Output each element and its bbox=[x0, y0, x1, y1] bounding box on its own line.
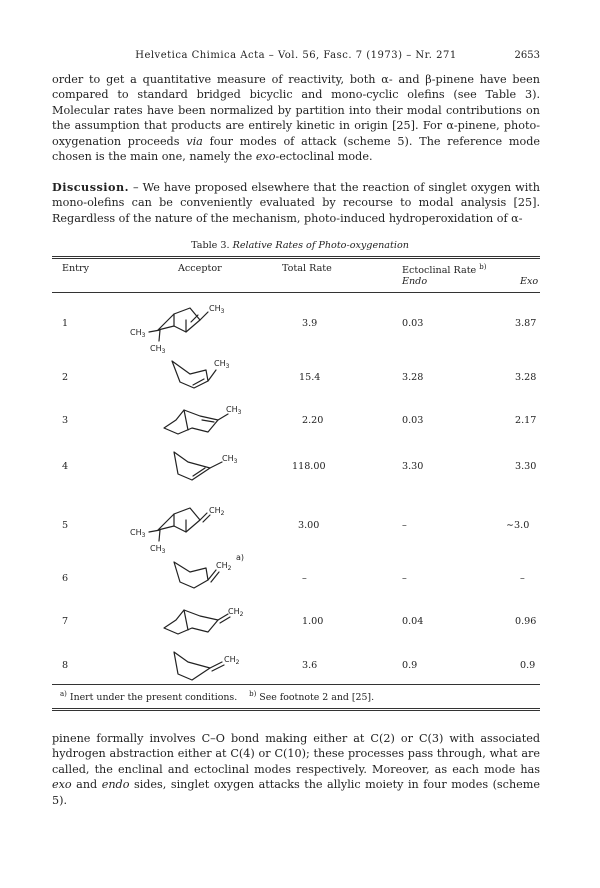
column-header-ectoclinal-rate: Ectoclinal Rate $^{b)}$ bbox=[402, 263, 487, 277]
row-endo-rate: 3.30 bbox=[402, 461, 424, 472]
structure-methylenenorbornane bbox=[158, 600, 258, 640]
row-entry: 3 bbox=[62, 415, 69, 426]
page-number: 2653 bbox=[514, 50, 540, 61]
row-entry: 2 bbox=[62, 372, 69, 383]
row-exo-rate: 2.17 bbox=[515, 415, 537, 426]
structure-methylenecyclohexane bbox=[170, 552, 250, 594]
structure-methylnorbornene bbox=[158, 400, 258, 440]
row-total-rate: 1.00 bbox=[302, 616, 324, 627]
column-header-acceptor: Acceptor bbox=[178, 263, 222, 274]
section-heading-discussion: Discussion. bbox=[52, 180, 130, 194]
row-exo-rate: ∼3.0 bbox=[506, 520, 530, 531]
table-top-rule bbox=[52, 256, 540, 259]
ch3-label: $CH_3$ bbox=[209, 304, 225, 315]
row-endo-rate: – bbox=[402, 520, 407, 531]
table-footnotes bbox=[60, 690, 374, 703]
row-endo-rate: – bbox=[402, 573, 407, 584]
paragraph-discussion bbox=[52, 180, 540, 226]
row-total-rate: – bbox=[302, 573, 307, 584]
structure-methylcyclohexene bbox=[168, 356, 238, 396]
row-endo-rate: 0.04 bbox=[402, 616, 424, 627]
row-entry: 4 bbox=[62, 461, 69, 472]
running-title: Helvetica Chimica Acta – Vol. 56, Fasc. 7 (1973) – Nr. 271 bbox=[135, 50, 457, 61]
table-label: Table 3. bbox=[191, 240, 230, 251]
ch3-label: $CH_3$ bbox=[130, 328, 146, 339]
row-total-rate: 3.9 bbox=[302, 318, 318, 329]
table-title: Relative Rates of Photo-oxygenation bbox=[232, 240, 409, 251]
row-exo-rate: 3.87 bbox=[515, 318, 537, 329]
footnote-a-text: Inert under the present conditions. bbox=[66, 692, 238, 704]
ch3-label: $CH_3$ bbox=[214, 359, 230, 370]
row-entry: 6 bbox=[62, 573, 69, 584]
row-total-rate: 118.00 bbox=[292, 461, 326, 472]
table-header-rule bbox=[52, 292, 540, 293]
structure-beta-pinene bbox=[130, 500, 230, 554]
ch3-label: $CH_3$ bbox=[150, 344, 166, 355]
structure-methylenecyclopentane bbox=[170, 648, 250, 684]
row-exo-rate: 0.9 bbox=[520, 660, 536, 671]
row-entry: 7 bbox=[62, 616, 69, 627]
paragraph-mechanism: pinene formally involves C–O bond making either at C(2) or C(3) with associated hydrogen abstraction either at C(4) or C(10); these processes pass through, what are called, the enclinal and ectoclinal modes respectively. Moreover, as each mode has exo and endo sides, singlet oxygen attacks the allylic moiety in four modes (scheme 5). bbox=[52, 732, 540, 807]
column-header-exo: Exo bbox=[520, 276, 539, 287]
ch2-label: $CH_2$ bbox=[228, 607, 244, 618]
ch2-label: $CH_2$ bbox=[224, 655, 240, 666]
row-entry: 5 bbox=[62, 520, 69, 531]
ch2-label: $CH_2$ bbox=[209, 506, 225, 517]
table-bottom-rule bbox=[52, 684, 540, 685]
ch3-label: $CH_3$ bbox=[222, 454, 238, 465]
footnote-a-mark: a) bbox=[60, 690, 67, 698]
footnote-b-text: See footnote 2 and [25]. bbox=[256, 692, 375, 704]
running-header bbox=[52, 50, 540, 61]
row-total-rate: 3.00 bbox=[298, 520, 320, 531]
footnote-a-ref: a) bbox=[236, 553, 245, 562]
row-endo-rate: 3.28 bbox=[402, 372, 424, 383]
discussion-text: – We have proposed elsewhere that the reaction of singlet oxygen with mono-olefins can be conveniently evaluated by recourse to modal analysis [25]. Regardless of the nature of the mechanism, photo-induced hydroperoxidation of α- bbox=[52, 181, 540, 225]
ch3-label: $CH_3$ bbox=[226, 405, 242, 416]
row-entry: 8 bbox=[62, 660, 69, 671]
row-total-rate: 15.4 bbox=[299, 372, 321, 383]
ch3-label: $CH_3$ bbox=[130, 528, 146, 539]
row-exo-rate: – bbox=[520, 573, 525, 584]
column-header-endo: Endo bbox=[402, 276, 428, 287]
row-exo-rate: 3.28 bbox=[515, 372, 537, 383]
row-total-rate: 3.6 bbox=[302, 660, 318, 671]
ch2-label: $CH_2$ bbox=[216, 561, 232, 572]
footnote-b-mark: b) bbox=[249, 690, 257, 698]
structure-methylcyclopentene bbox=[170, 448, 250, 484]
row-endo-rate: 0.9 bbox=[402, 660, 418, 671]
table-end-rule bbox=[52, 708, 540, 711]
row-exo-rate: 3.30 bbox=[515, 461, 537, 472]
row-endo-rate: 0.03 bbox=[402, 415, 424, 426]
ch3-label: $CH_3$ bbox=[150, 544, 166, 555]
column-header-total-rate: Total Rate bbox=[282, 263, 332, 274]
row-total-rate: 2.20 bbox=[302, 415, 324, 426]
row-exo-rate: 0.96 bbox=[515, 616, 537, 627]
table-caption bbox=[0, 240, 600, 251]
paragraph-intro: order to get a quantitative measure of reactivity, both α- and β-pinene have been compared to standard bridged bicyclic and mono-cyclic olefins (see Table 3). Molecular rates have been normalized by partition into their modal contributions on the assumption that products are entirely kinetic in origin [25]. For α-pinene, photo-oxygenation proceeds via four modes of attack (scheme 5). The reference mode chosen is the main one, namely the exo-ectoclinal mode. bbox=[52, 73, 540, 164]
column-header-entry: Entry bbox=[62, 263, 90, 274]
row-endo-rate: 0.03 bbox=[402, 318, 424, 329]
structure-alpha-pinene bbox=[130, 300, 230, 354]
row-entry: 1 bbox=[62, 318, 69, 329]
